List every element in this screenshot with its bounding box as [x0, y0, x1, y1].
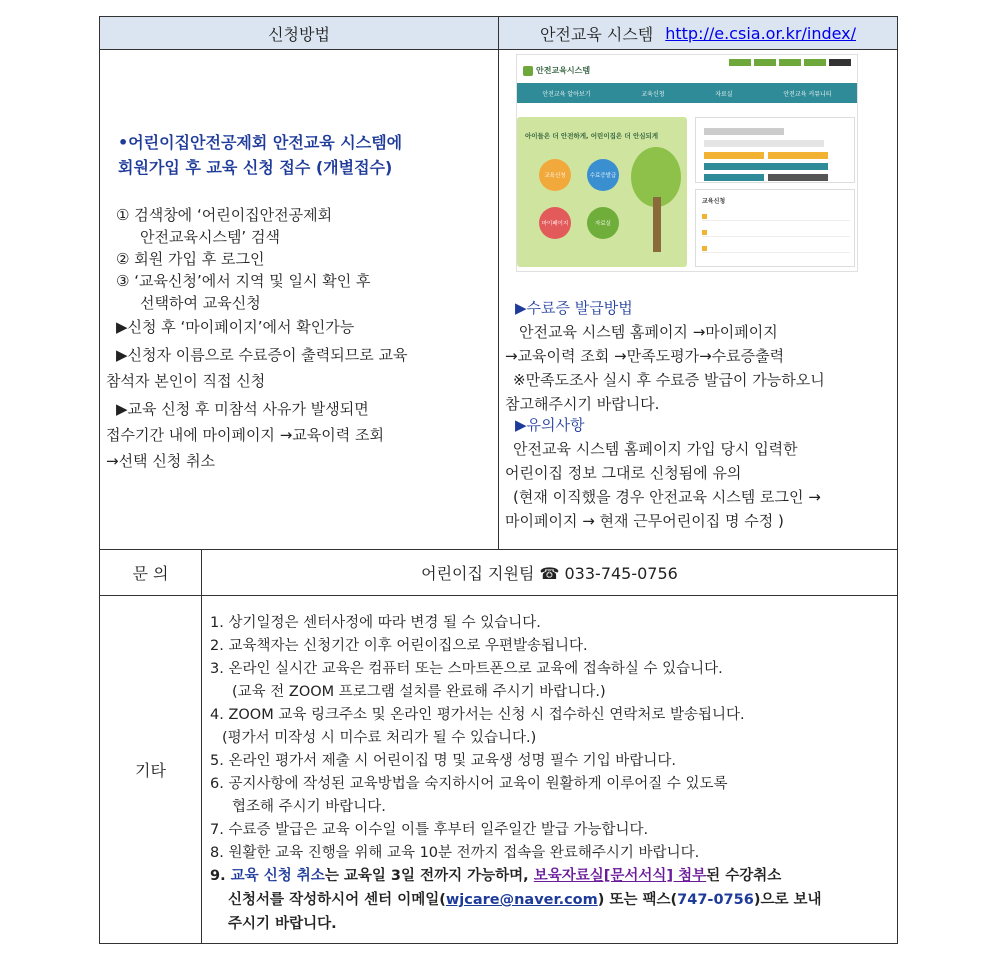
caution-heading: ▶유의사항	[515, 416, 585, 434]
note-cancel: ▶교육 신청 후 미참석 사유가 발생되면	[116, 400, 369, 418]
hero-banner	[517, 117, 687, 267]
system-link[interactable]: http://e.csia.or.kr/index/	[665, 23, 857, 43]
circle-mypage: 마이페이지	[539, 207, 571, 239]
inquiry-label: 문 의	[100, 550, 202, 596]
caution-line: 어린이집 정보 그대로 신청됨에 유의	[505, 464, 742, 482]
header-apply-method: 신청방법	[100, 17, 499, 50]
nav-item: 자료실	[715, 90, 733, 98]
circle-resources: 자료실	[587, 207, 619, 239]
note-cancel-end: →선택 신청 취소	[106, 452, 216, 470]
etc-line: 8. 원활한 교육 진행을 위해 교육 10분 전까지 접속을 완료해주시기 바랍니다.	[210, 845, 700, 861]
system-screenshot	[516, 54, 858, 272]
notice-row	[702, 212, 850, 221]
etc-line: 3. 온라인 실시간 교육은 컴퓨터 또는 스마트폰으로 교육에 접속하실 수 있습니다.	[210, 661, 723, 677]
item9-num: 9.	[210, 868, 226, 884]
step-3-cont: 선택하여 교육신청	[140, 294, 261, 312]
cert-line: →교육이력 조회 →만족도평가→수료증출력	[505, 347, 785, 365]
etc-line: 5. 온라인 평가서 제출 시 어린이집 명 및 교육생 성명 필수 기입 바랍니다.	[210, 753, 676, 769]
tree-trunk	[653, 197, 661, 252]
etc-notes	[202, 596, 897, 943]
etc-item9-line2	[228, 888, 822, 909]
apply-title-line2: 회원가입 후 교육 신청 접수 (개별접수)	[118, 158, 393, 177]
etc-line: 1. 상기일정은 센터사정에 따라 변경 될 수 있습니다.	[210, 615, 541, 631]
note-cancel-cont: 접수기간 내에 마이페이지 →교육이력 조회	[106, 426, 384, 444]
etc-item9-line1	[210, 864, 781, 885]
step-3: ③ ‘교육신청’에서 지역 및 일시 확인 후	[116, 272, 371, 290]
note-cert-cont: 참석자 본인이 직접 신청	[106, 372, 266, 390]
cert-line: 참고해주시기 바랍니다.	[505, 395, 660, 413]
etc-line: (평가서 미작성 시 미수료 처리가 될 수 있습니다.)	[222, 730, 537, 746]
item9-text4: ) 또는 팩스(	[597, 892, 678, 908]
screenshot-nav	[517, 83, 857, 103]
etc-line: 6. 공지사항에 작성된 교육방법을 숙지하시어 교육이 원활하게 이루어질 수 있도록	[210, 776, 728, 792]
etc-line: (교육 전 ZOOM 프로그램 설치를 완료해 주시기 바랍니다.)	[232, 684, 606, 700]
nav-item: 안전교육 알아보기	[542, 90, 591, 98]
system-logo	[523, 65, 590, 76]
circle-cert: 수료증발급	[587, 159, 619, 191]
caution-line: 마이페이지 → 현재 근무어린이집 명 수정 )	[505, 512, 784, 530]
cert-line: 안전교육 시스템 홈페이지 →마이페이지	[519, 323, 778, 341]
etc-line: 협조해 주시기 바랍니다.	[232, 799, 386, 815]
caution-line: (현재 이직했을 경우 안전교육 시스템 로그인 →	[513, 488, 821, 506]
etc-line: 7. 수료증 발급은 교육 이수일 이틀 후부터 일주일간 발급 가능합니다.	[210, 822, 649, 838]
etc-item9-line3: 주시기 바랍니다.	[228, 916, 337, 932]
info-table	[99, 16, 898, 944]
item9-text5: )으로 보내	[753, 892, 822, 908]
apply-method-cell	[100, 50, 499, 550]
item9-cancel: 교육 신청 취소	[230, 868, 325, 884]
header-system	[499, 17, 897, 50]
inquiry-value: 어린이집 지원팀 ☎ 033-745-0756	[202, 550, 897, 596]
login-box	[695, 117, 855, 183]
step-2: ② 회원 가입 후 로그인	[116, 250, 265, 268]
item9-text: 는 교육일 3일 전까지 가능하며,	[324, 868, 529, 884]
step-1-cont: 안전교육시스템’ 검색	[140, 228, 280, 246]
system-cell	[499, 50, 897, 550]
notice-box	[695, 189, 855, 267]
cert-line: ※만족도조사 실시 후 수료증 발급이 가능하오니	[513, 371, 825, 389]
item9-text2: 된 수강취소	[706, 868, 782, 884]
hero-text: 아이들은 더 안전하게, 어린이집은 더 안심되게	[525, 132, 659, 140]
item9-attachment-link[interactable]: 보육자료실[문서서식] 첨부	[533, 868, 707, 884]
fax-number: 747-0756	[677, 892, 754, 908]
notice-title: 교육신청	[702, 198, 726, 205]
etc-line: 4. ZOOM 교육 링크주소 및 온라인 평가서는 신청 시 접수하신 연락처로 발송됩니다.	[210, 707, 745, 723]
note-mypage: ▶신청 후 ‘마이페이지’에서 확인가능	[116, 318, 355, 336]
top-links	[729, 59, 851, 66]
email-link[interactable]: wjcare@naver.com	[445, 892, 598, 908]
notice-row	[702, 228, 850, 237]
logo-icon	[523, 66, 533, 76]
nav-item: 안전교육 커뮤니티	[783, 90, 832, 98]
header-system-label: 안전교육 시스템	[539, 24, 654, 44]
screenshot-topbar	[517, 55, 857, 85]
etc-line: 2. 교육책자는 신청기간 이후 어린이집으로 우편발송됩니다.	[210, 638, 588, 654]
logo-text: 안전교육시스템	[536, 66, 591, 75]
notice-row	[702, 244, 850, 253]
cert-heading: ▶수료증 발급방법	[515, 299, 633, 317]
circle-apply: 교육신청	[539, 159, 571, 191]
nav-item: 교육신청	[641, 90, 665, 98]
caution-line: 안전교육 시스템 홈페이지 가입 당시 입력한	[513, 440, 798, 458]
note-cert: ▶신청자 이름으로 수료증이 출력되므로 교육	[116, 346, 408, 364]
item9-text3: 신청서를 작성하시어 센터 이메일(	[228, 892, 446, 908]
etc-label: 기타	[100, 596, 202, 943]
apply-title-line1: •어린이집안전공제회 안전교육 시스템에	[118, 133, 403, 152]
step-1: ① 검색창에 ‘어린이집안전공제회	[116, 206, 333, 224]
